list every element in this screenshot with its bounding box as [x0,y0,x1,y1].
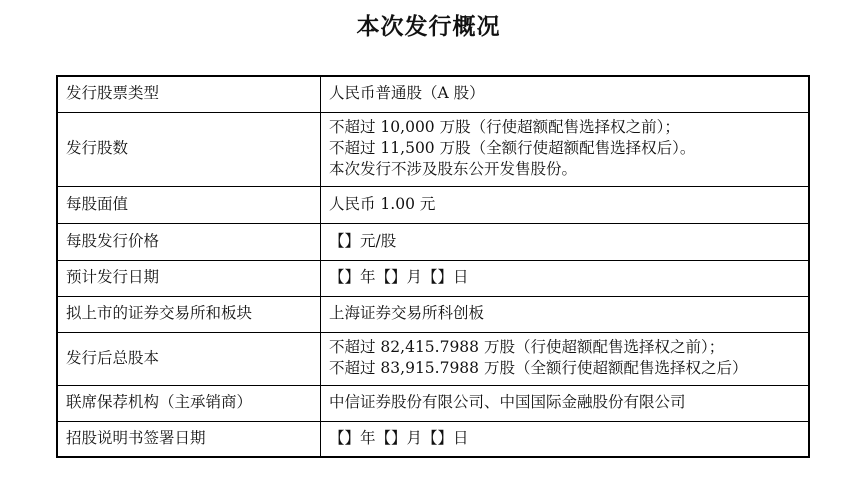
table-row [57,296,809,332]
table-row [57,112,809,186]
table-row [57,421,809,457]
row-value [321,332,810,385]
row-label: 预计发行日期 [57,260,321,296]
value-line: 本次发行不涉及股东公开发售股份。 [329,160,578,178]
row-value [321,296,810,332]
row-value [321,260,810,296]
row-value [321,421,810,457]
row-label: 发行后总股本 [57,332,321,385]
value-line: 人民币 1.00 元 [329,194,436,213]
value-line: 【】年【】月【】日 [329,428,469,447]
row-value [321,112,810,186]
row-label: 发行股数 [57,112,321,186]
table-row [57,332,809,385]
value-line: 【】年【】月【】日 [329,268,469,286]
value-line: 不超过 10,000 万股（行使超额配售选择权之前）； [329,118,680,136]
row-label: 联席保荐机构（主承销商） [57,385,321,421]
row-value [321,76,810,112]
row-label: 每股面值 [57,186,321,223]
value-line: 中信证券股份有限公司、中国国际金融股份有限公司 [329,393,686,411]
row-label: 招股说明书签署日期 [57,421,321,457]
value-line: 上海证券交易所科创板 [329,304,485,322]
value-line: 人民币普通股（A 股） [329,84,485,103]
row-value [321,223,810,260]
row-label: 发行股票类型 [57,76,321,112]
table-row [57,223,809,260]
offering-summary-table [56,75,810,458]
table-row [57,76,809,112]
value-line: 不超过 83,915.7988 万股（全额行使超额配售选择权之后） [329,359,748,377]
value-line: 不超过 82,415.7988 万股（行使超额配售选择权之前）； [329,338,725,356]
row-label: 拟上市的证券交易所和板块 [57,296,321,332]
table-row [57,260,809,296]
row-value [321,385,810,421]
row-value [321,186,810,223]
value-line: 不超过 11,500 万股（全额行使超额配售选择权后）。 [329,139,696,157]
value-line: 【】元/股 [329,231,397,250]
table-row [57,385,809,421]
page-title: 本次发行概况 [356,14,501,40]
row-label: 每股发行价格 [57,223,321,260]
table-row [57,186,809,223]
